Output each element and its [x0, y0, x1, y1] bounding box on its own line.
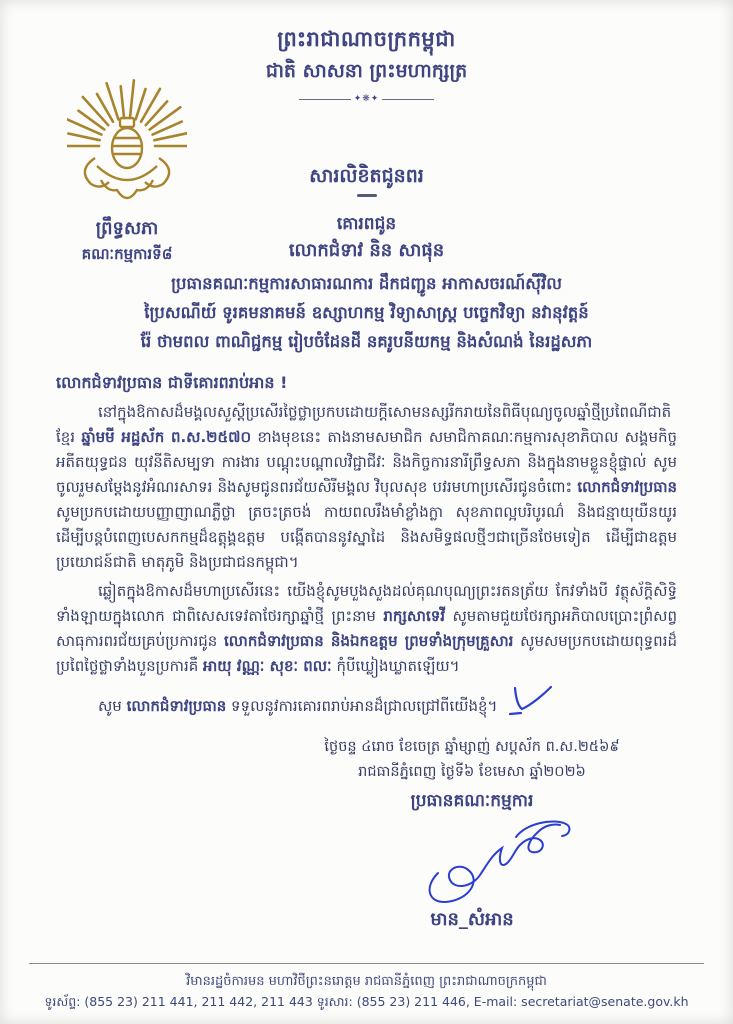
paragraph-2: ឆ្លៀតក្នុងឱកាសដ៏មហាប្រសើរនេះ យើងខ្ញុំសូមបួងសួងដល់គុណបុណ្យព្រះរតនត្រ័យ កែវទាំងបី វត្ថុស័ក្ដិសិទ្ធិទាំងឡាយក្នុងលោក ជាពិសេសទេវតាថែរក្សាឆ្នាំថ្មី ព្រះនាម រាក្សសាទេវី សូមតាមជួយថែរក្សាអភិបាលប្រោះព្រំសព្វសាធុការពរជ័យគ្រប់ប្រការជូន លោកជំទាវប្រធាន និងឯកឧត្តម ព្រមទាំងក្រុមគ្រួសារ សូមសមប្រកបដោយពុទ្ធពរដ៏ប្រពៃថ្លៃថ្លាទាំងបួនប្រការគឺ អាយុ វណ្ណៈ សុខៈ ពលៈ កុំបីឃ្លៀងឃ្លាតឡើយ។ — [56, 582, 677, 675]
recipient-title-line: ប្រៃសណីយ៍ ទូរគមនាគមន៍ ឧស្សាហកម្ម វិទ្យាសាស្ត្រ បច្ចេកវិទ្យា នវានុវត្តន៍ — [144, 303, 589, 322]
recipient-titles — [0, 269, 733, 356]
title-underline — [357, 194, 377, 197]
commission-number: គណៈកម្មការទី៨ — [81, 245, 173, 263]
institution-name: ព្រឹទ្ធសភា — [95, 218, 159, 239]
gregorian-date-line: រាជធានីភ្នំពេញ ថ្ងៃទី៦ ខែមេសា ឆ្នាំ២០២៦ — [358, 764, 586, 780]
recipient-title-line: រ៉ែ ថាមពល ពាណិជ្ជកម្ម រៀបចំដែនដី នគរូបនីយកម្ម និងសំណង់ នៃរដ្ឋសភា — [140, 332, 593, 351]
footer — [0, 963, 733, 1012]
kingdom-motto-line2: ជាតិ សាសនា ព្រះមហាក្សត្រ — [265, 60, 468, 82]
senate-emblem-icon — [67, 66, 187, 208]
paragraph-1: នៅក្នុងឱកាសដ៏មង្គលសួស្ដីប្រសើរថ្លៃថ្លាប្រកបដោយក្ដីសោមនស្សរីករាយនៃពិធីបុណ្យចូលឆ្នាំថ្មីប្រពៃណីជាតិខ្មែរ ឆ្នាំមមី អដ្ឋស័ក ព.ស.២៥៧០ ខាងមុខនេះ តាងនាមសមាជិក សមាជិកាគណៈកម្មការសុខាភិបាល សង្គមកិច្ច អតីតយុទ្ធជន យុវនីតិសម្បទា ការងារ បណ្ដុះបណ្ដាលវិជ្ជាជីវៈ និងកិច្ចការនារីព្រឹទ្ធសភា និងក្នុងនាមខ្លួនខ្ញុំផ្ទាល់ សូមចូលរួមសម្ដែងនូវអំណរសាទរ និងសូមជូនពរជ័យសិរីមង្គល វិបុលសុខ បវរមហាប្រសើរជូនចំពោះ លោកជំទាវប្រធាន សូមប្រកបដោយបញ្ញាញាណភ្លឺថ្លា ត្រចះត្រចង់ កាយពលរឹងមាំខ្លាំងក្លា សុខភាពល្អបរិបូរណ៌ និងជន្មាយុយឺនយូរ ដើម្បីបន្តបំពេញបេសកកម្មដ៏ឧត្ដុង្គឧត្ដម បង្កើតបាននូវស្នាដៃ និងសមិទ្ធផលថ្មីៗជាច្រើនថែមទៀត ដើម្បីជាឧត្ដមប្រយោជន៍ជាតិ មាតុភូមិ និងប្រជាជនកម្ពុជា។ — [56, 403, 678, 571]
salutation-line: លោកជំទាវប្រធាន ជាទីគោរពរាប់អាន ! — [56, 373, 288, 392]
handwritten-signature — [412, 815, 582, 911]
salute-label: គោរពជូន — [336, 214, 397, 234]
footer-contacts: ទូរស័ព្ទ: (855 23) 211 441, 211 442, 211 443 ទូរសារ: (855 23) 211 446, E-mail: secretariat@senate.gov.kh — [44, 994, 689, 1009]
signature-block — [262, 735, 682, 933]
signer-name: មាន_សំអាន — [430, 909, 514, 930]
signer-title: ប្រធានគណៈកម្មការ — [410, 791, 534, 811]
recipient-title-line: ប្រធានគណៈកម្មការសាធារណការ ដឹកជញ្ជូន អាកាសចរណ៍ស៊ីវិល — [171, 274, 562, 293]
document-title: សារលិខិតជូនពរ — [309, 165, 424, 187]
pen-checkmark-icon — [507, 685, 553, 717]
recipient-name: លោកជំទាវ និន សាផុន — [288, 240, 445, 261]
kingdom-motto-line1: ព្រះរាជាណាចក្រកម្ពុជា — [277, 27, 456, 51]
letter-body — [56, 370, 677, 719]
divider-line-right — [382, 99, 434, 100]
closing-line — [56, 685, 677, 719]
footer-rule — [29, 963, 703, 964]
divider-line-left — [299, 99, 351, 100]
footer-address: វិមានរដ្ឋចំការមន មហាវិថីព្រះនរោត្តម រាជធានីភ្នំពេញ ព្រះរាជាណាចក្រកម្ពុជា — [186, 974, 547, 989]
closing-text: សូម លោកជំទាវប្រធាន ទទួលនូវការគោរពរាប់អានដ៏ជ្រាលជ្រៅពីយើងខ្ញុំ។ — [98, 697, 498, 715]
lunar-date-line: ថ្ងៃចន្ទ ៤រោច ខែចេត្រ ឆ្នាំម្សាញ់ សប្ដស័ក ព.ស.២៥៦៩ — [324, 739, 620, 755]
divider-ornament-icon: ✦❋✦ — [353, 94, 380, 104]
letterhead-block — [52, 66, 202, 266]
